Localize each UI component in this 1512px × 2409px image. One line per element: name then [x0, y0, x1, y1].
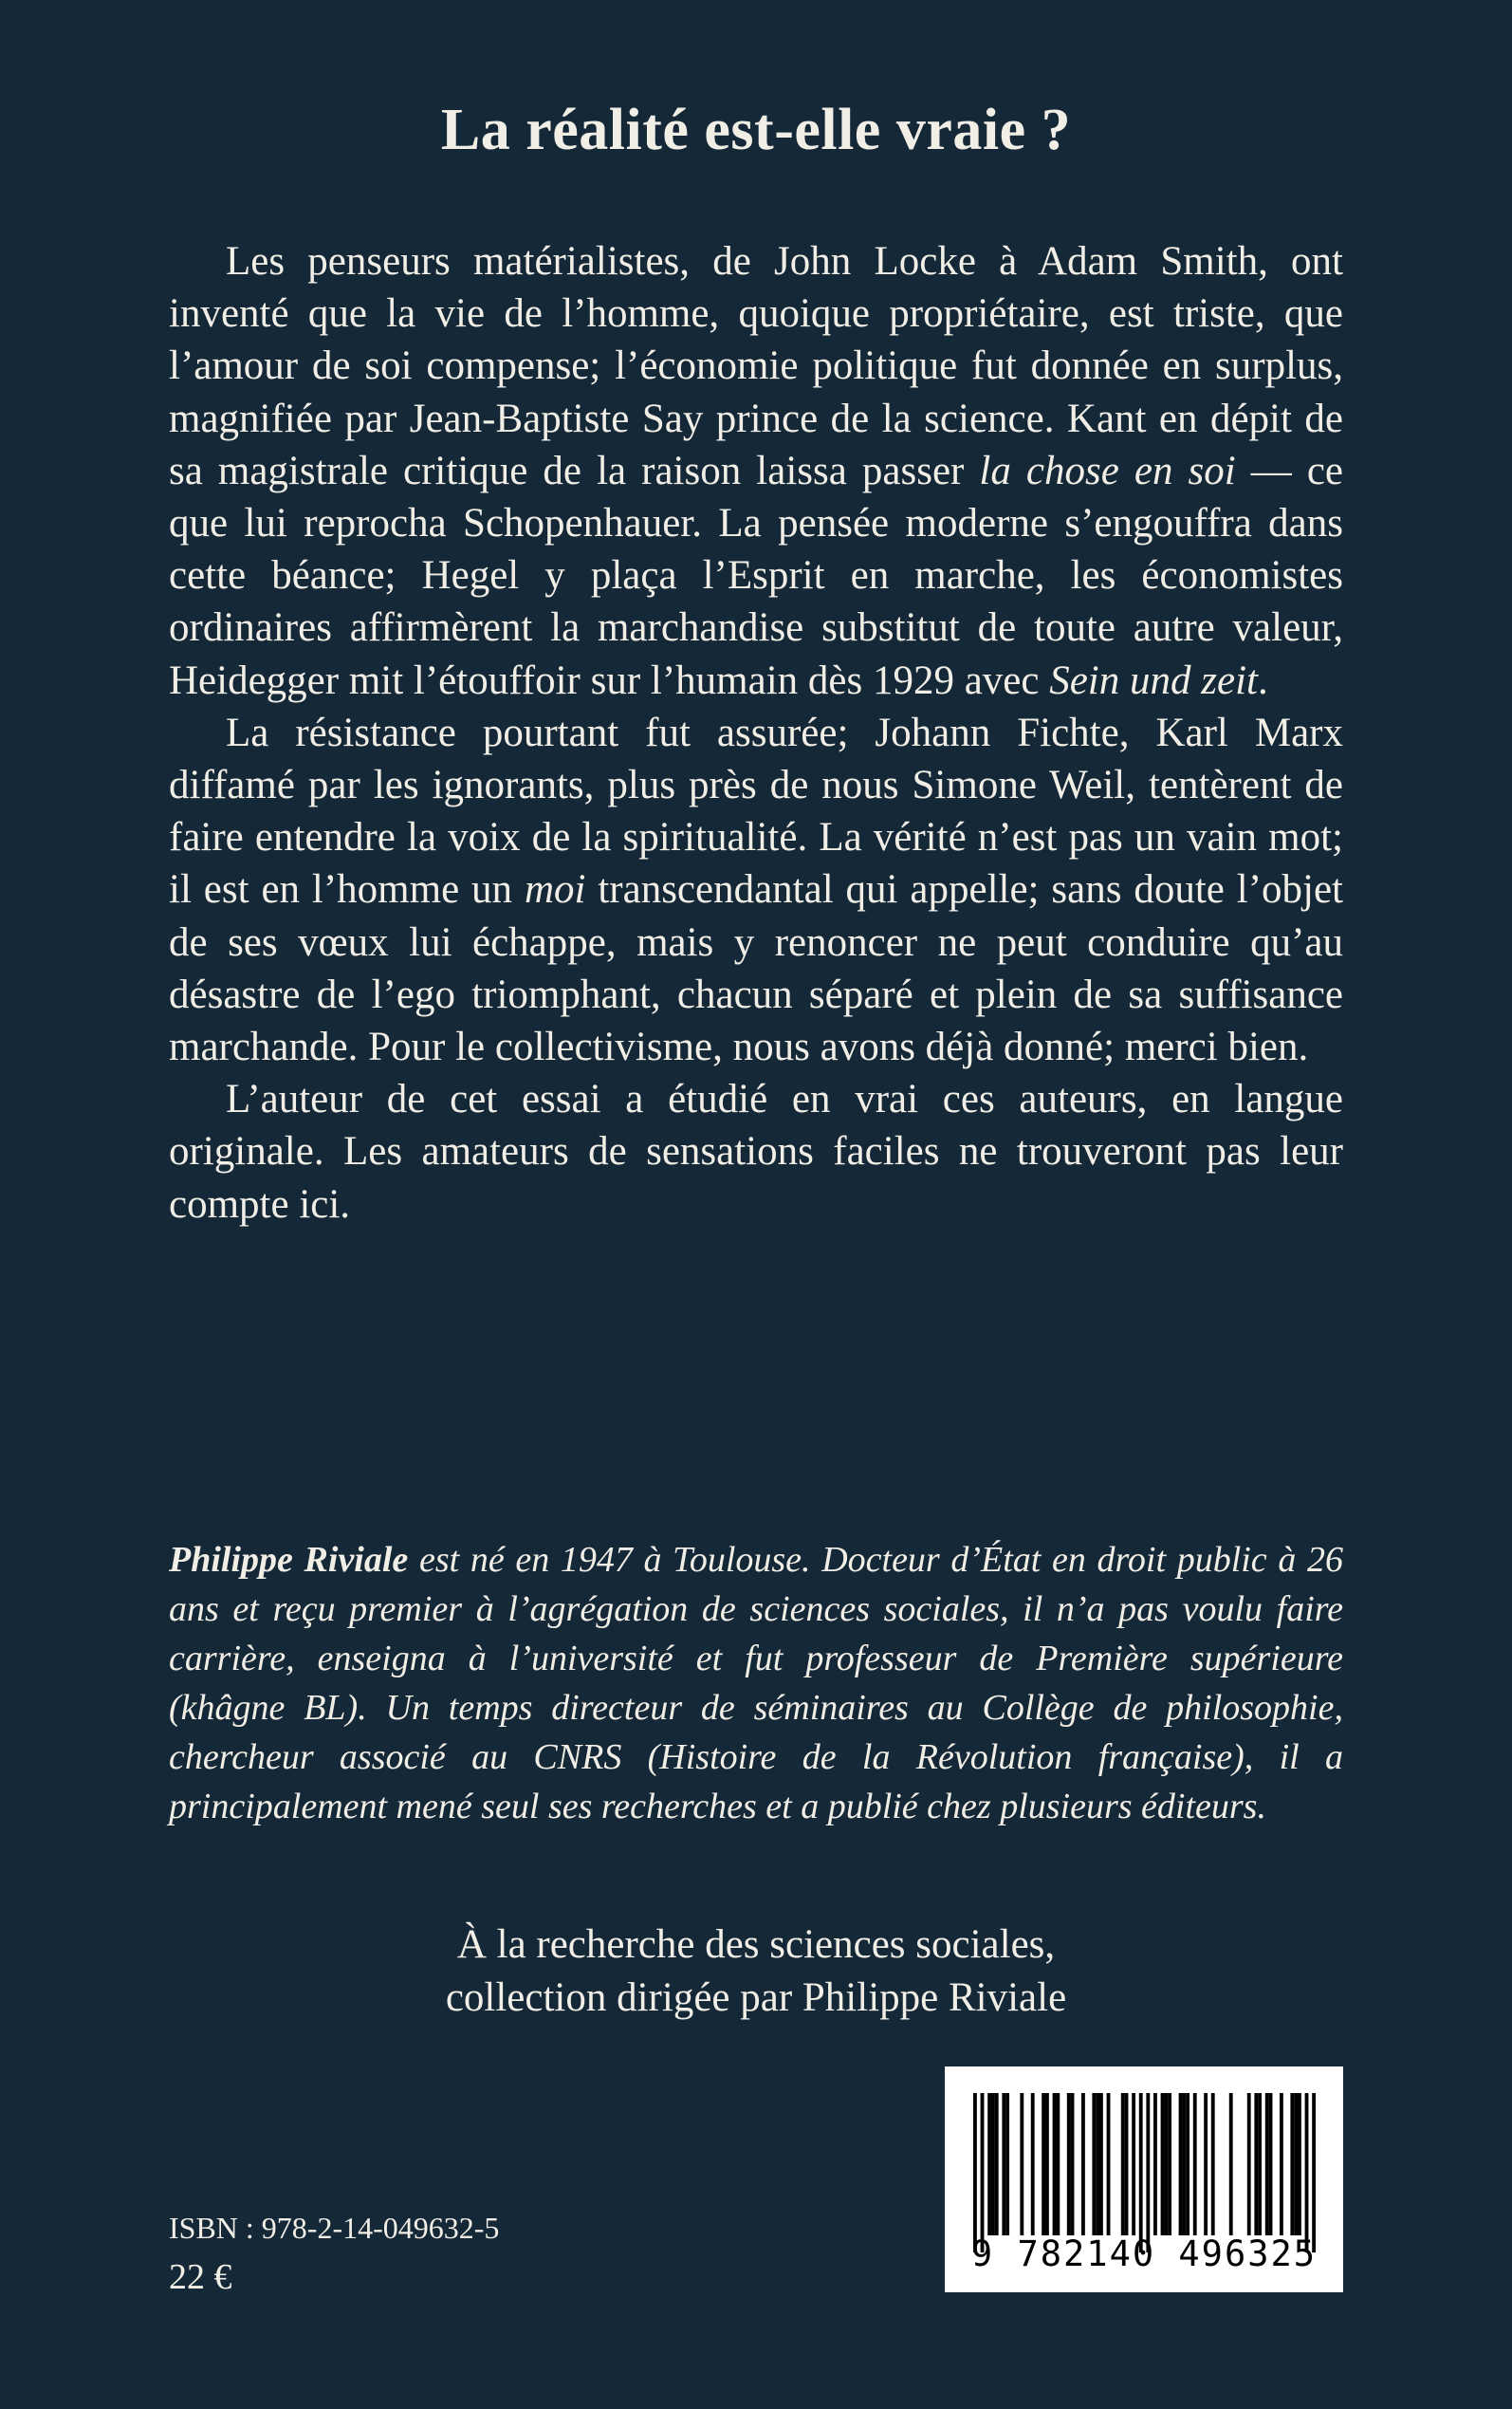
blurb — [169, 235, 1343, 1231]
barcode-bar — [1258, 2093, 1262, 2235]
text-segment: — ce que lui reprocha Schopenhauer. La pensée moderne s’engouffra dans cette béance; Hegel y plaça l’Esprit en marche, les économistes ordinaires affirmèrent la marchandise substitut de toute autre valeur, Heidegger mit l’étouffoir sur l’humain dès 1929 avec — [169, 448, 1343, 703]
barcode-digits: 9 782140 496325 — [970, 2233, 1318, 2274]
barcode-bar — [1179, 2093, 1183, 2235]
isbn: ISBN : 978-2-14-049632-5 — [169, 2211, 500, 2245]
barcode-bar — [1132, 2093, 1135, 2235]
barcode-bar — [1107, 2093, 1111, 2235]
text-segment: Les penseurs matérialistes, de John Locke à Adam Smith, ont inventé que la vie de l’homme, quoique propriétaire, est triste, que l’amour de soi compense; l’économie politique fut donnée en surplus, magnifiée par Jean-Baptiste Say prince de la science. Kant en dépit de sa magistrale critique de la raison laissa passer — [169, 239, 1343, 493]
barcode-bar — [1305, 2093, 1309, 2252]
blurb-paragraph-2 — [169, 707, 1343, 1073]
italic-text: la chose en soi — [979, 448, 1236, 493]
book-title: La réalité est-elle vraie ? — [440, 98, 1072, 162]
barcode-bar — [995, 2093, 999, 2235]
collection-line-2: collection dirigée par Philippe Riviale — [445, 1975, 1067, 2020]
barcode-bar — [1229, 2093, 1233, 2235]
barcode-bar — [1096, 2093, 1099, 2235]
barcode-bar — [1042, 2093, 1045, 2235]
text-segment: . — [1257, 658, 1268, 703]
barcode-bar — [1186, 2093, 1189, 2235]
barcode-bar — [991, 2093, 995, 2235]
barcode-bar — [1280, 2093, 1283, 2235]
author-bio-text: est né en 1947 à Toulouse. Docteur d’État en droit public à 26 ans et reçu premier à l’agrégation de sciences sociales, il n’a pas voulu faire carrière, enseigna à l’université et fut professeur de Première supérieure (khâgne BL). Un temps directeur de séminaires au Collège de philosophie, chercheur associé au CNRS (Histoire de la Révolution française), il a principalement mené seul ses recherches et a publié chez plusieurs éditeurs. — [169, 1540, 1343, 1826]
price: 22 € — [169, 2257, 232, 2297]
barcode-bar — [1125, 2093, 1129, 2235]
barcode-bar — [1312, 2093, 1316, 2252]
barcode-bar — [1005, 2093, 1009, 2235]
barcode-bar — [1045, 2093, 1049, 2235]
barcode-bar — [1161, 2093, 1165, 2235]
barcode-bar — [1002, 2093, 1005, 2235]
barcode-bar — [981, 2093, 985, 2252]
barcode-bar — [1146, 2093, 1150, 2252]
barcode-bar — [1254, 2093, 1258, 2235]
barcode-bar — [1298, 2093, 1301, 2235]
italic-text: moi — [524, 867, 586, 913]
collection-line-1: À la recherche des sciences sociales, — [456, 1922, 1056, 1967]
italic-text: Sein und zeit — [1049, 658, 1258, 703]
barcode-bar — [1265, 2093, 1269, 2235]
barcode-bar — [1204, 2093, 1208, 2235]
barcode-bar — [1247, 2093, 1251, 2235]
collection-note — [0, 1918, 1512, 2025]
barcode-bar — [1053, 2093, 1057, 2235]
barcode — [945, 2066, 1343, 2292]
text-segment: La résistance pourtant fut assurée; Johann Fichte, Karl Marx diffamé par les ignorants, plus près de nous Simone Weil, tentèrent de faire entendre la voix de la spiritualité. La vérité n’est pas un vain mot; il est en l’homme un — [169, 710, 1343, 913]
barcode-bar — [1121, 2093, 1125, 2235]
barcode-bar — [1290, 2093, 1294, 2235]
author-name: Philippe Riviale — [169, 1540, 409, 1580]
barcode-bar — [1153, 2093, 1157, 2235]
barcode-bar — [1139, 2093, 1143, 2252]
barcode-bar — [1031, 2093, 1035, 2235]
barcode-bar — [1020, 2093, 1023, 2235]
text-segment: L’auteur de cet essai a étudié en vrai ces auteurs, en langue originale. Les amateurs de sensations faciles ne trouveront pas leur compte ici. — [169, 1077, 1343, 1227]
barcode-bar — [1193, 2093, 1197, 2235]
barcode-bar — [1056, 2093, 1060, 2235]
text-segment: transcendantal qui appelle; sans doute l’objet de ses vœux lui échappe, mais y renoncer ne peut conduire qu’au désastre de l’ego triomphant, chacun séparé et plein de sa suffisance marchande. Pour le collectivisme, nous avons déjà donné; merci bien. — [169, 867, 1343, 1070]
barcode-bar — [1182, 2093, 1186, 2235]
barcode-bar — [1164, 2093, 1168, 2235]
blurb-paragraph-3 — [169, 1073, 1343, 1231]
barcode-bar — [1294, 2093, 1298, 2235]
blurb-paragraph-1 — [169, 235, 1343, 707]
barcode-bar — [1067, 2093, 1071, 2235]
barcode-bar — [1269, 2093, 1273, 2235]
barcode-bar — [1211, 2093, 1215, 2235]
barcode-bar — [1099, 2093, 1103, 2235]
barcode-bar — [1092, 2093, 1096, 2235]
barcode-bar — [1081, 2093, 1085, 2235]
barcode-bar — [1168, 2093, 1171, 2235]
barcode-bar — [973, 2093, 977, 2252]
barcode-bar — [987, 2093, 991, 2235]
barcode-bar — [1071, 2093, 1075, 2235]
author-bio — [169, 1535, 1343, 1831]
